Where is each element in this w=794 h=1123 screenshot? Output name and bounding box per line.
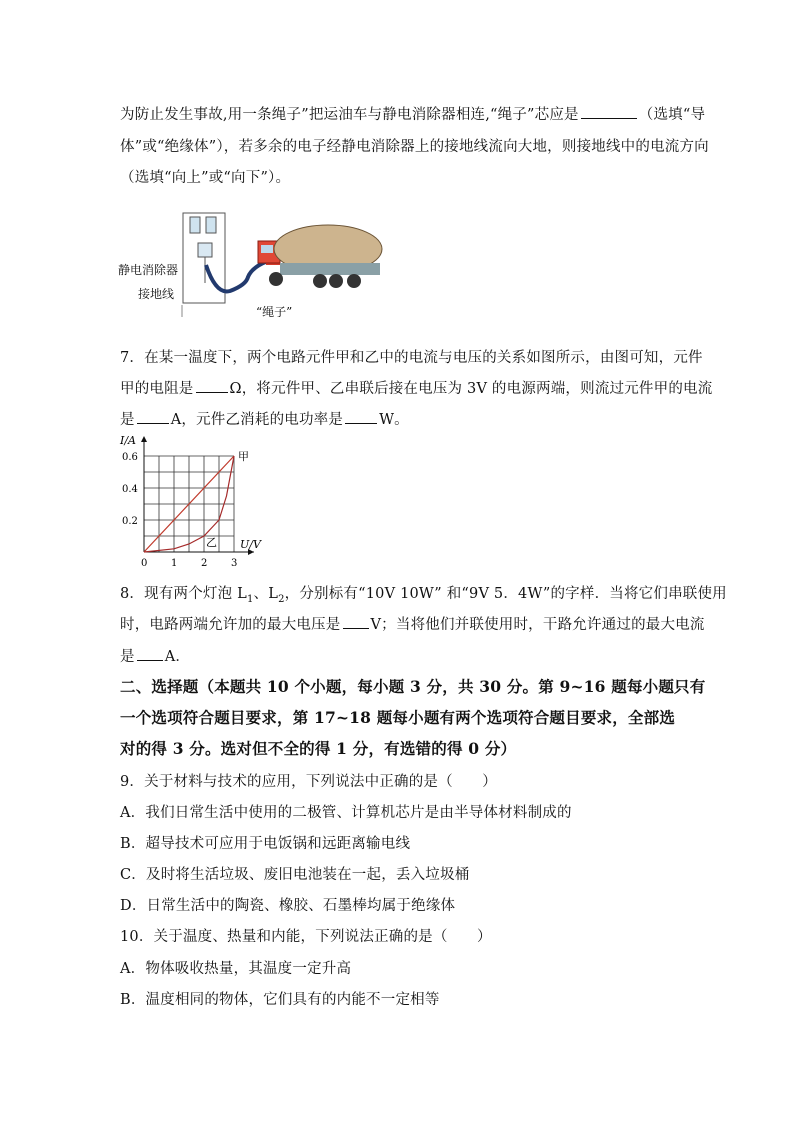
q6-line-3: （选填“向上”或“向下”）。 [120, 170, 291, 186]
q8-line-2: 时，电路两端允许加的最大电压是 V；当将他们并联使用时，干路允许通过的最大电流 [120, 617, 705, 633]
x-tick-label: 1 [171, 558, 178, 569]
x-tick-label: 2 [201, 558, 208, 569]
q9-option-d[interactable]: D．日常生活中的陶瓷、橡胶、石墨棒均属于绝缘体 [120, 898, 456, 914]
iu-chart [118, 430, 288, 575]
x-axis-label: U/V [240, 538, 261, 551]
answer-blank[interactable] [137, 411, 169, 424]
series-label-jia: 甲 [238, 450, 249, 463]
answer-blank[interactable] [345, 411, 377, 424]
q9-option-c[interactable]: C．及时将生活垃圾、废旧电池装在一起，丢入垃圾桶 [120, 867, 470, 883]
iu-chart-svg [118, 430, 288, 575]
answer-blank[interactable] [137, 648, 163, 661]
q7-line-1: 7．在某一温度下，两个电路元件甲和乙中的电流与电压的关系如图所示，由图可知，元件 [120, 350, 703, 366]
q7-line-2: 甲的电阻是 Ω，将元件甲、乙串联后接在电压为 3V 的电源两端，则流过元件甲的电流 [120, 381, 713, 397]
answer-blank[interactable] [196, 380, 228, 393]
series-label-yi: 乙 [206, 536, 217, 549]
q9-stem: 9．关于材料与技术的应用，下列说法中正确的是（ ） [120, 774, 497, 790]
y-tick-label: 0.4 [122, 484, 138, 495]
q8-line-3: 是 A． [120, 649, 191, 665]
x-tick-label: 0 [141, 558, 148, 569]
q8-line-1: 8．现有两个灯泡 $L_1$、$L_2$，分别标有“10V 10W” 和“9V 5．4W”的字样．当将它们串联使用 [120, 586, 727, 605]
y-axis-label: I/A [120, 434, 136, 447]
tanker-figure [118, 205, 388, 325]
section2-heading-2: 一个选项符合题目要求，第 17~18 题每小题有两个选项符合题目要求，全部选 [120, 708, 676, 727]
y-axis-arrow [141, 436, 147, 442]
q7-line-3: 是 A，元件乙消耗的电功率是 W。 [120, 412, 409, 428]
answer-blank[interactable] [343, 616, 369, 629]
q9-option-b[interactable]: B．超导技术可应用于电饭锅和远距离输电线 [120, 836, 411, 852]
q10-option-b[interactable]: B．温度相同的物体，它们具有的内能不一定相等 [120, 992, 440, 1008]
y-tick-label: 0.6 [122, 452, 138, 463]
q10-stem: 10．关于温度、热量和内能，下列说法正确的是（ ） [120, 929, 492, 945]
label-eliminator: 静电消除器 [118, 263, 179, 277]
section2-heading-3: 对的得 3 分。选对但不全的得 1 分，有选错的得 0 分） [120, 739, 517, 758]
answer-blank[interactable] [581, 106, 637, 119]
q9-option-a[interactable]: A．我们日常生活中使用的二极管、计算机芯片是由半导体材料制成的 [120, 805, 572, 821]
x-tick-label: 3 [231, 558, 238, 569]
label-ground-wire: 接地线 [138, 287, 175, 301]
label-rope: “绳子” [256, 305, 293, 319]
y-tick-label: 0.2 [122, 516, 138, 527]
q6-line-2: 体”或“绝缘体”），若多余的电子经静电消除器上的接地线流向大地，则接地线中的电流方向 [120, 139, 709, 155]
q10-option-a[interactable]: A．物体吸收热量，其温度一定升高 [120, 961, 352, 977]
section2-heading-1: 二、选择题（本题共 10 个小题，每小题 3 分，共 30 分。第 9~16 题每小题只有 [120, 677, 706, 696]
q6-line-1: 为防止发生事故,用一条绳子”把运油车与静电消除器相连,“绳子”芯应是 （选填“导 [120, 107, 706, 123]
